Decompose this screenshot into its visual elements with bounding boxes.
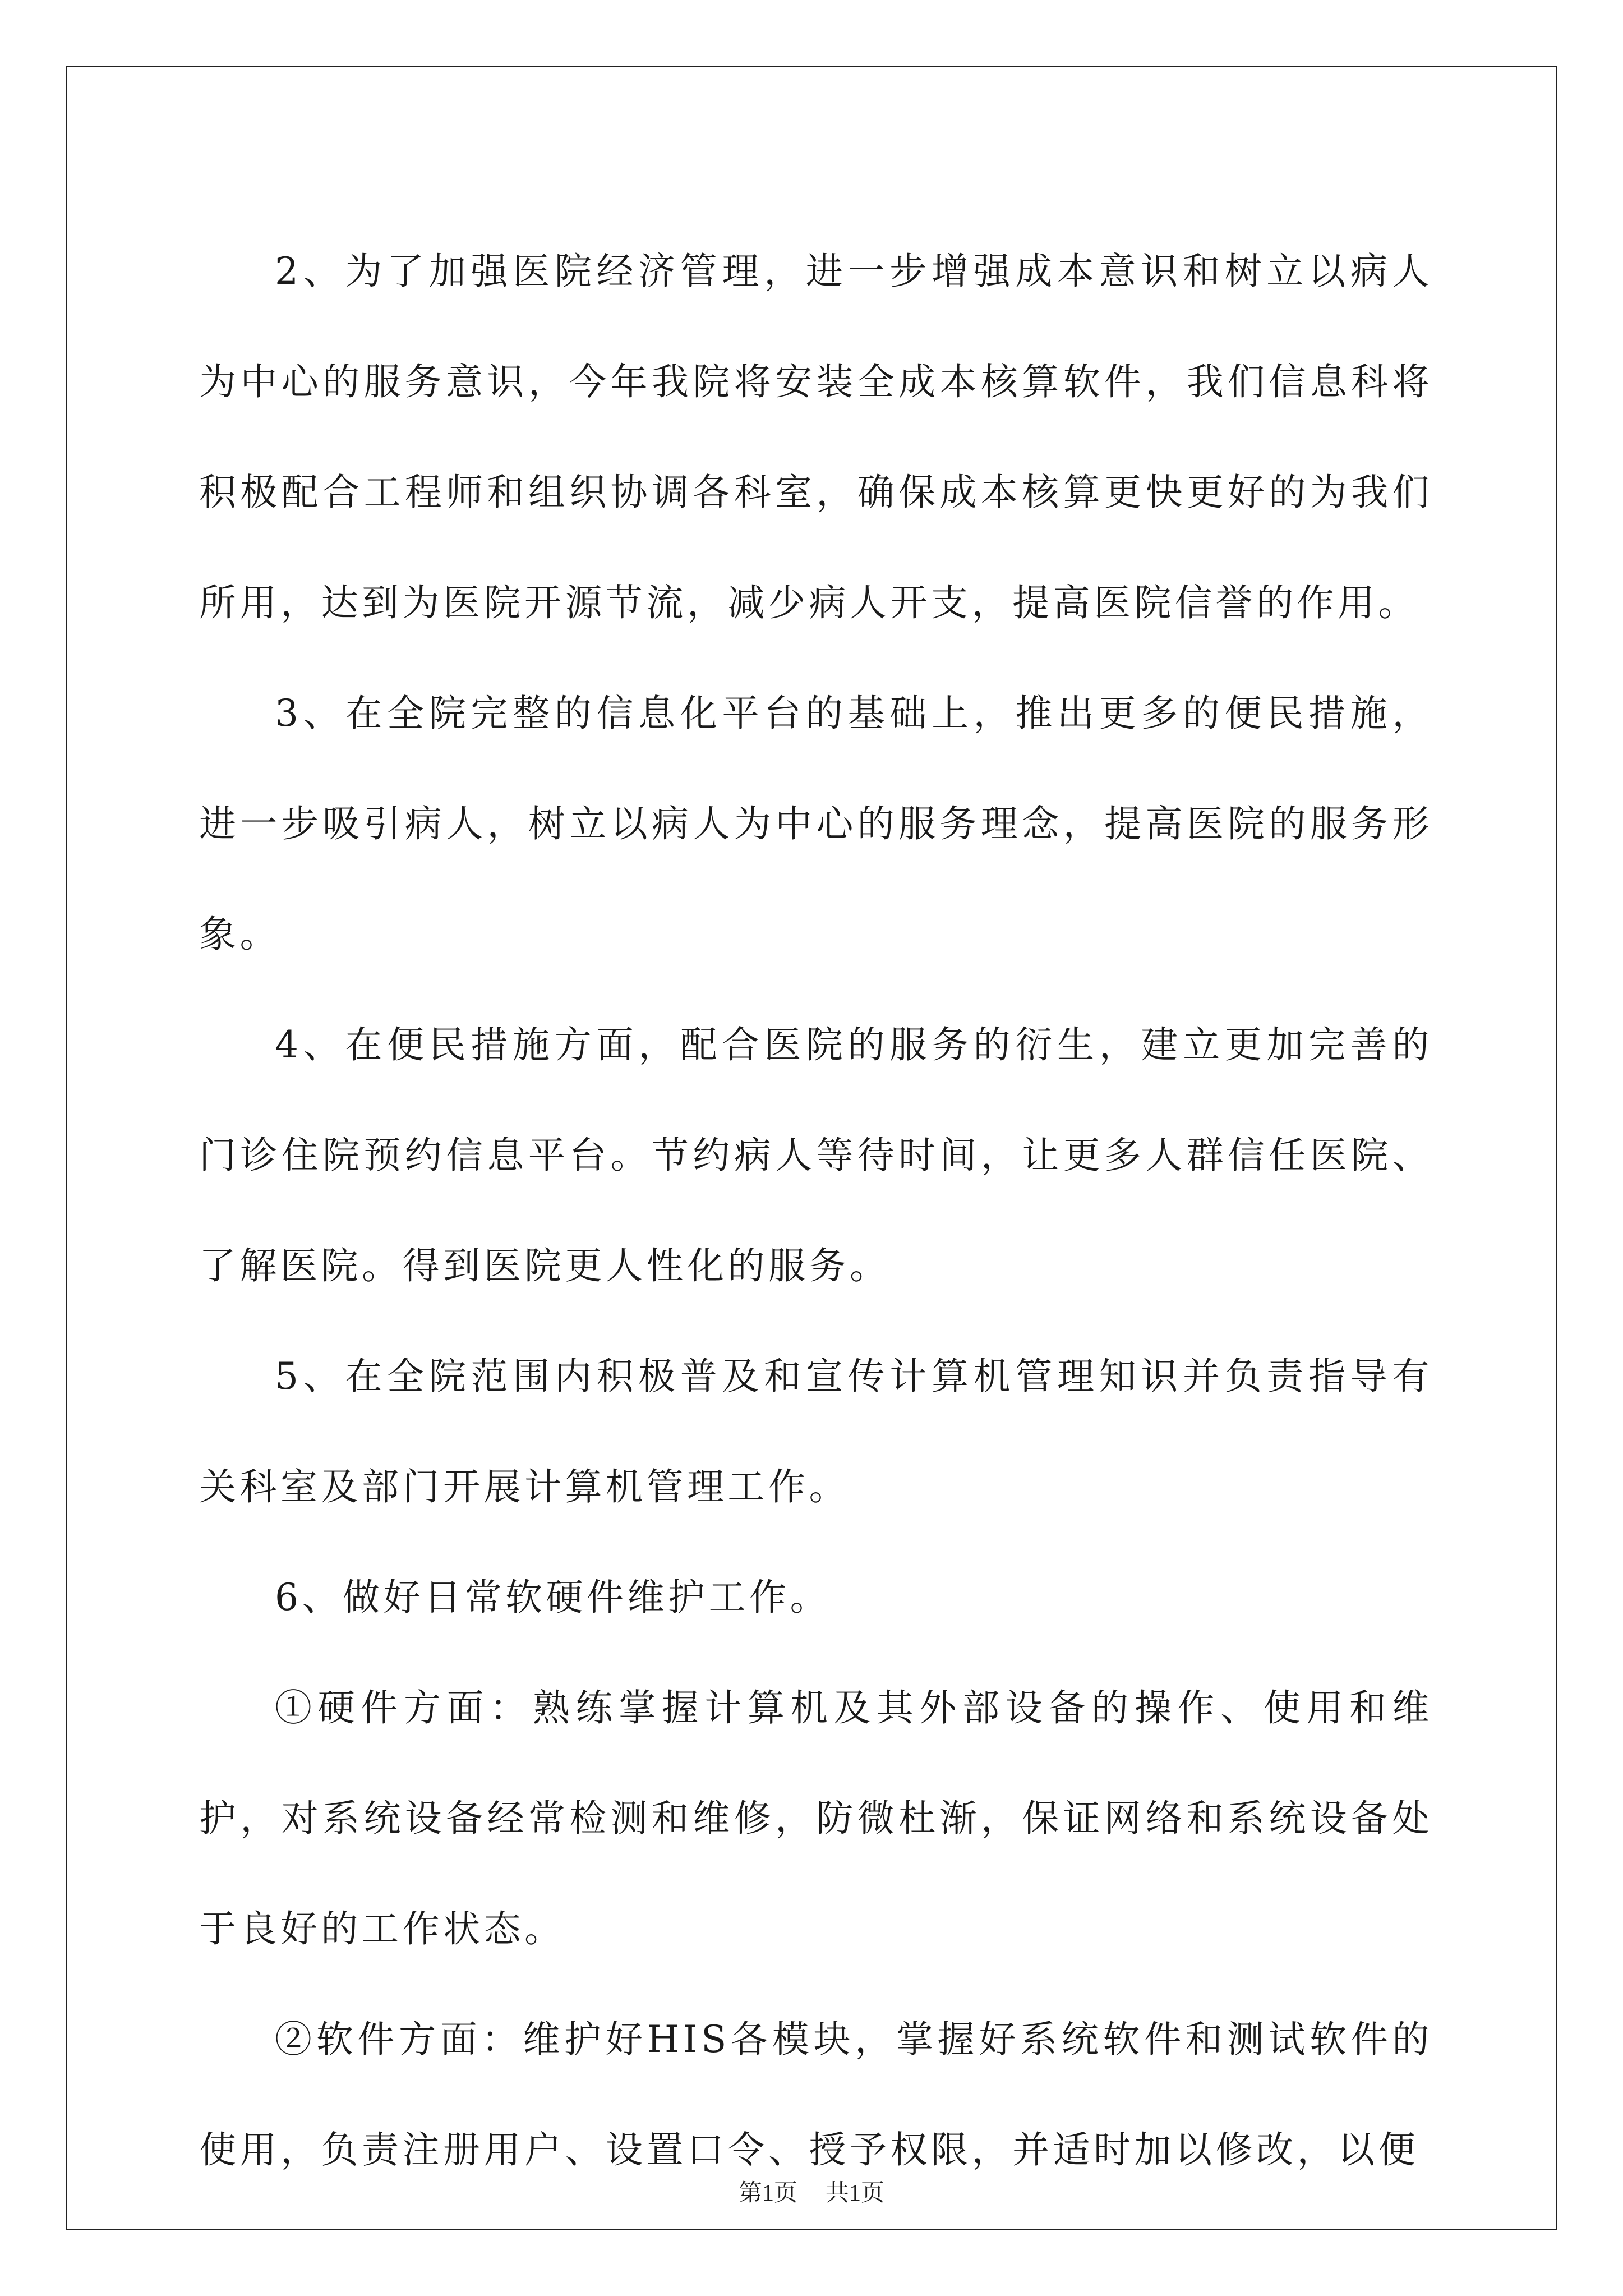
page-number: 第1页: [738, 2180, 797, 2206]
paragraph-item-4: 4、在便民措施方面，配合医院的服务的衍生，建立更加完善的门诊住院预约信息平台。节约病人等待时间，让更多人群信任医院、了解医院。得到医院更人性化的服务。: [199, 1023, 1433, 1287]
paragraph-item-2: 2、为了加强医院经济管理，进一步增强成本意识和树立以病人为中心的服务意识，今年我院将安装全成本核算软件，我们信息科将积极配合工程师和组织协调各科室，确保成本核算更快更好的为我们所用，达到为医院开源节流，减少病人开支，提高医院信誉的作用。: [199, 250, 1433, 624]
document-body: [199, 216, 1433, 2205]
page-total: 共1页: [826, 2180, 885, 2206]
paragraph-hardware: ①硬件方面：熟练掌握计算机及其外部设备的操作、使用和维护，对系统设备经常检测和维修，防微杜渐，保证网络和系统设备处于良好的工作状态。: [199, 1686, 1433, 1950]
paragraph-item-3: 3、在全院完整的信息化平台的基础上，推出更多的便民措施，进一步吸引病人，树立以病人为中心的服务理念，提高医院的服务形象。: [199, 692, 1433, 956]
paragraph-item-6: 6、做好日常软硬件维护工作。: [275, 1576, 831, 1619]
page-footer: [0, 2177, 1623, 2210]
paragraph-item-5: 5、在全院范围内积极普及和宣传计算机管理知识并负责指导有关科室及部门开展计算机管理工作。: [199, 1355, 1433, 1508]
paragraph-software: ②软件方面：维护好HIS各模块，掌握好系统软件和测试软件的使用，负责注册用户、设置口令、授予权限，并适时加以修改，以便: [199, 2018, 1433, 2171]
